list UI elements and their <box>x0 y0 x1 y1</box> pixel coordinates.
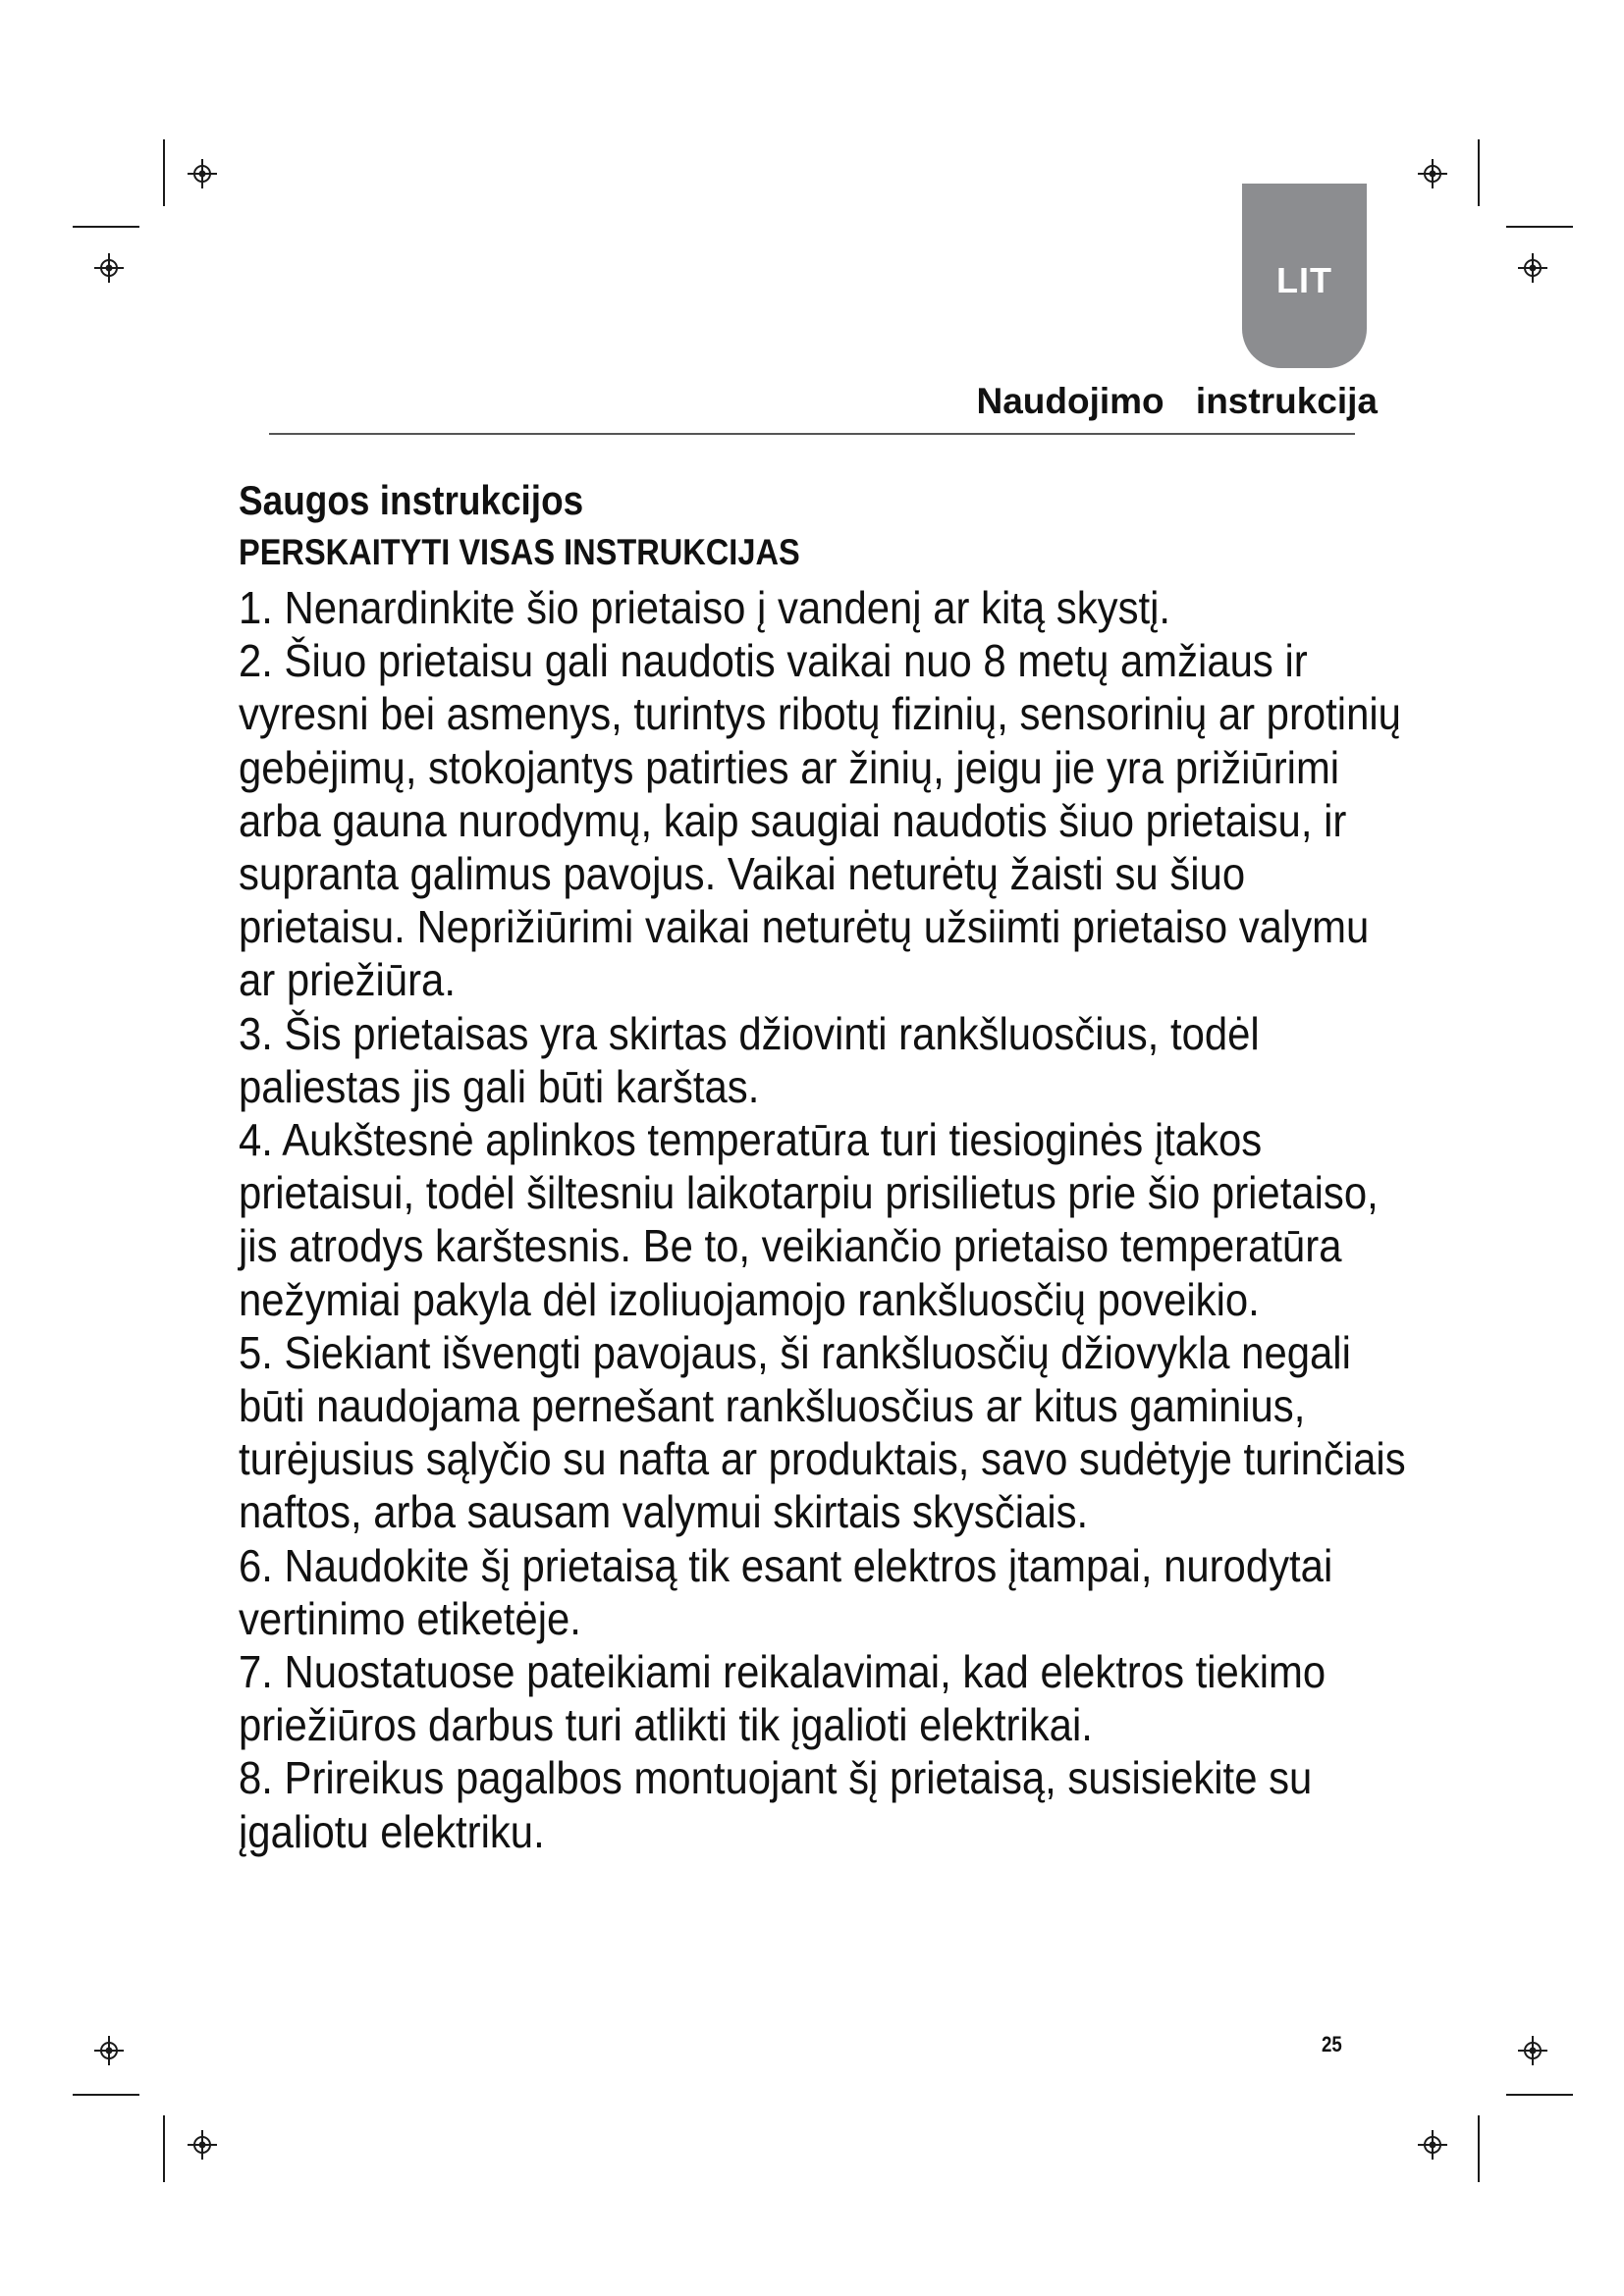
registration-mark-icon <box>1518 253 1547 283</box>
instruction-item: 2. Šiuo prietaisu gali naudotis vaikai nuo 8 metų amžiaus ir vyresni bei asmenys, turintys ribotų fizinių, sensorinių ar protinių gebėjimų, stokojantys patirties ar žinių, jeigu jie yra prižiūrimi arba gauna nurodymų, kaip saugiai naudotis šiuo prietaisu, ir supranta galimus pavojus. Vaikai neturėtų žaisti su šiuo prietaisu. Neprižiūrimi vaikai neturėtų užsiimti prietaiso valymu ar priežiūra. <box>239 635 1401 1006</box>
crop-mark-top-right-horizontal <box>1506 226 1573 228</box>
header-divider <box>269 433 1355 435</box>
running-header: Naudojimo instrukcija <box>976 381 1378 421</box>
crop-mark-bottom-left-vertical <box>163 2115 165 2182</box>
instruction-item: 3. Šis prietaisas yra skirtas džiovinti rankšluosčius, todėl paliestas jis gali būti karštas. <box>239 1007 1260 1112</box>
content <box>239 475 1417 1858</box>
instruction-item: 6. Naudokite šį prietaisą tik esant elektros įtampai, nurodytai vertinimo etiketėje. <box>239 1539 1333 1644</box>
registration-mark-icon <box>94 2036 124 2065</box>
instruction-item: 1. Nenardinkite šio prietaiso į vandenį ar kitą skystį. <box>239 582 1171 633</box>
instruction-item: 4. Aukštesnė aplinkos temperatūra turi tiesioginės įtakos prietaisui, todėl šiltesniu laikotarpiu prisilietus prie šio prietaiso, jis atrodys karštesnis. Be to, veikiančio prietaiso temperatūra nežymiai pakyla dėl izoliuojamojo rankšluosčių poveikio. <box>239 1114 1379 1325</box>
crop-mark-bottom-right-vertical <box>1478 2115 1480 2182</box>
instruction-item: 8. Prireikus pagalbos montuojant šį prietaisą, susisiekite su įgaliotu elektriku. <box>239 1752 1313 1857</box>
crop-mark-top-left-horizontal <box>73 226 139 228</box>
registration-mark-icon <box>1418 159 1447 188</box>
registration-mark-icon <box>188 2130 217 2160</box>
crop-mark-top-right-vertical <box>1478 139 1480 206</box>
registration-mark-icon <box>188 159 217 188</box>
page-number: 25 <box>1322 2032 1342 2056</box>
registration-mark-icon <box>1418 2130 1447 2160</box>
section-subtitle: PERSKAITYTI VISAS INSTRUKCIJAS <box>239 532 800 572</box>
language-tab <box>1242 184 1367 368</box>
registration-mark-icon <box>1518 2036 1547 2065</box>
instruction-list <box>239 581 1417 1858</box>
section-title: Saugos instrukcijos <box>239 477 584 523</box>
language-tab-label: LIT <box>1276 260 1332 300</box>
instruction-item: 5. Siekiant išvengti pavojaus, ši rankšluosčių džiovykla negali būti naudojama pernešant rankšluosčius ar kitus gaminius, turėjusius sąlyčio su nafta ar produktais, savo sudėtyje turinčiais naftos, arba sausam valymui skirtais skysčiais. <box>239 1326 1406 1538</box>
registration-mark-icon <box>94 253 124 283</box>
crop-mark-bottom-right-horizontal <box>1506 2094 1573 2096</box>
instruction-item: 7. Nuostatuose pateikiami reikalavimai, kad elektros tiekimo priežiūros darbus turi atlikti tik įgalioti elektrikai. <box>239 1646 1326 1751</box>
crop-mark-bottom-left-horizontal <box>73 2094 139 2096</box>
crop-mark-top-left-vertical <box>163 139 165 206</box>
